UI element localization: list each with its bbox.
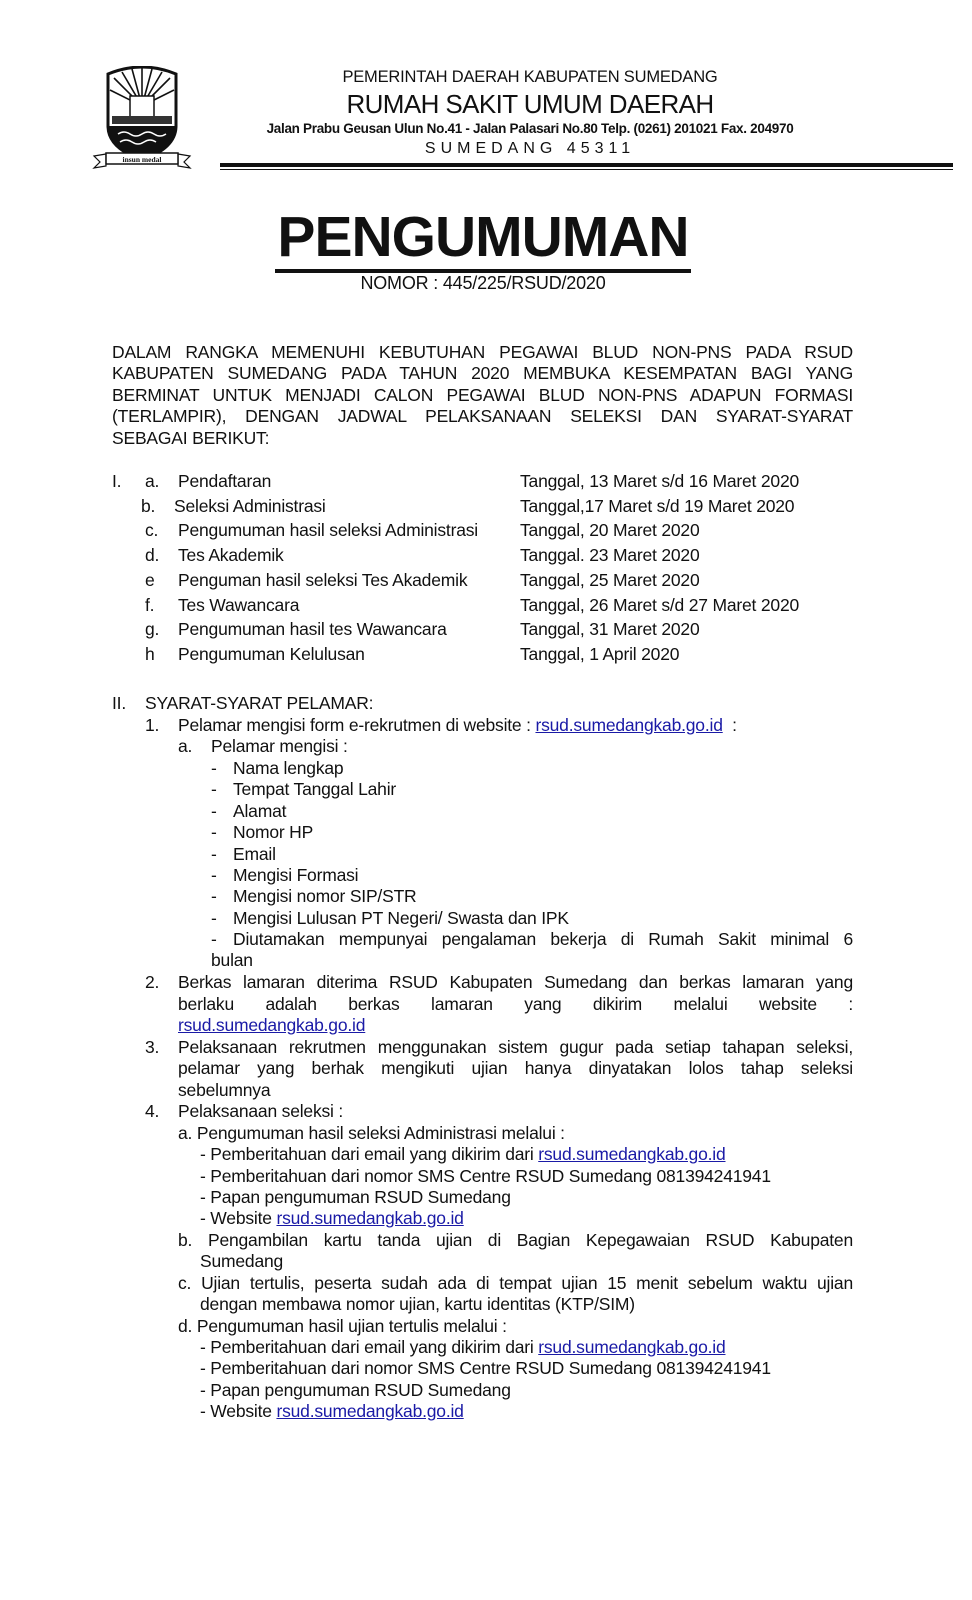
letterhead-rule-thick [220, 163, 953, 167]
form-field-item: Tempat Tanggal Lahir [233, 779, 397, 800]
schedule-date: Tanggal, 25 Maret 2020 [520, 569, 700, 590]
form-field-item: Email [233, 843, 276, 864]
schedule-activity: Pengumuman hasil seleksi Administrasi [178, 520, 478, 541]
intro-line: DALAM RANGKA MEMENUHI KEBUTUHAN PEGAWAI BLUD NON-PNS PADA RSUD [112, 342, 853, 362]
schedule-letter: d. [145, 545, 160, 566]
notif-email: - Pemberitahuan dari email yang dikirim dari rsud.sumedangkab.go.id [200, 1337, 726, 1357]
schedule-date: Tanggal,17 Maret s/d 19 Maret 2020 [520, 495, 795, 516]
req-4a: a. Pengumuman hasil seleksi Administrasi melalui : [178, 1123, 565, 1143]
intro-line: BERMINAT UNTUK MENJADI CALON PEGAWAI BLUD NON-PNS ADAPUN FORMASI [112, 385, 853, 405]
schedule-letter: b. [141, 495, 156, 516]
form-field-item: Nama lengkap [233, 758, 344, 778]
schedule-activity: Tes Akademik [178, 545, 284, 566]
field-experience: Diutamakan mempunyai pengalaman bekerja di Rumah Sakit minimal 6 [233, 929, 853, 949]
page-title: PENGUMUMAN [0, 206, 966, 268]
document-number: NOMOR : 445/225/RSUD/2020 [360, 273, 606, 293]
req-2-number: 2. [145, 972, 160, 992]
field-dash: - [211, 886, 217, 907]
intro-line: (TERLAMPIR), DENGAN JADWAL PELAKSANAAN SELEKSI DAN SYARAT-SYARAT [112, 406, 853, 426]
req-4c-line: c. Ujian tertulis, peserta sudah ada di tempat ujian 15 menit sebelum waktu ujian [178, 1273, 853, 1293]
form-field-item: Alamat [233, 800, 287, 821]
req-1a-text: Pelamar mengisi : [211, 736, 348, 756]
schedule-letter: g. [145, 619, 160, 640]
website-link[interactable]: rsud.sumedangkab.go.id [178, 1015, 366, 1035]
field-dash: - [211, 907, 217, 928]
notif-sms: - Pemberitahuan dari nomor SMS Centre RSUD Sumedang 081394241941 [200, 1358, 771, 1378]
schedule-activity: Seleksi Administrasi [174, 495, 326, 516]
section-1-number: I. [112, 471, 122, 491]
req-1-number: 1. [145, 715, 160, 735]
notif-sms: - Pemberitahuan dari nomor SMS Centre RSUD Sumedang 081394241941 [200, 1166, 771, 1186]
schedule-letter: h [145, 643, 155, 664]
logo-motto: insun medal [122, 155, 162, 164]
intro-line: SEBAGAI BERIKUT: [112, 428, 270, 448]
schedule-date: Tanggal, 26 Maret s/d 27 Maret 2020 [520, 594, 800, 615]
field-dash: - [211, 800, 217, 821]
req-1a-letter: a. [178, 736, 193, 756]
notif-email: - Pemberitahuan dari email yang dikirim dari rsud.sumedangkab.go.id [200, 1144, 726, 1164]
req-4d: d. Pengumuman hasil ujian tertulis melalui : [178, 1316, 507, 1336]
form-field-item: Mengisi nomor SIP/STR [233, 886, 417, 907]
section-2-number: II. [112, 693, 126, 713]
req-4-text: Pelaksanaan seleksi : [178, 1101, 344, 1121]
website-link[interactable]: rsud.sumedangkab.go.id [538, 1144, 726, 1164]
field-experience-cont: bulan [211, 950, 253, 970]
schedule-activity: Pendaftaran [178, 471, 272, 491]
sumedang-coat-of-arms-logo [92, 66, 192, 170]
schedule-activity: Tes Wawancara [178, 594, 300, 615]
schedule-date: Tanggal, 1 April 2020 [520, 643, 680, 664]
website-link[interactable]: rsud.sumedangkab.go.id [276, 1208, 464, 1228]
form-field-item: Mengisi Lulusan PT Negeri/ Swasta dan IPK [233, 907, 569, 928]
req-1-text: Pelamar mengisi form e-rekrutmen di website : rsud.sumedangkab.go.id : [178, 715, 737, 735]
req-4c-line: dengan membawa nomor ujian, kartu identitas (KTP/SIM) [200, 1294, 635, 1314]
schedule-letter: f. [145, 594, 155, 615]
schedule-date: Tanggal, 13 Maret s/d 16 Maret 2020 [520, 471, 800, 491]
field-dash: - [211, 929, 217, 949]
letterhead-rule-thin [220, 169, 953, 170]
schedule-letter: c. [145, 520, 159, 541]
field-dash: - [211, 865, 217, 885]
req-4-number: 4. [145, 1101, 160, 1121]
req-4b-line: Sumedang [200, 1251, 284, 1271]
website-link[interactable]: rsud.sumedangkab.go.id [276, 1401, 464, 1421]
schedule-activity: Pengumuman Kelulusan [178, 643, 365, 664]
notif-website: - Website rsud.sumedangkab.go.id [200, 1208, 464, 1228]
website-link[interactable]: rsud.sumedangkab.go.id [535, 715, 723, 735]
schedule-date: Tanggal, 31 Maret 2020 [520, 619, 700, 640]
field-dash: - [211, 843, 217, 864]
notif-website: - Website rsud.sumedangkab.go.id [200, 1401, 464, 1421]
schedule-activity: Penguman hasil seleksi Tes Akademik [178, 569, 468, 590]
schedule-letter: a. [145, 471, 160, 491]
field-dash: - [211, 758, 217, 778]
field-dash: - [211, 822, 217, 843]
letterhead-city: SUMEDANG 45311 [424, 140, 636, 157]
req-3-line: Pelaksanaan rekrutmen menggunakan sistem gugur pada setiap tahapan seleksi, [178, 1037, 853, 1057]
notif-board: - Papan pengumuman RSUD Sumedang [200, 1187, 511, 1207]
letterhead-government: PEMERINTAH DAERAH KABUPATEN SUMEDANG [342, 68, 718, 86]
section-2-heading: SYARAT-SYARAT PELAMAR: [145, 693, 374, 713]
form-field-item: Nomor HP [233, 822, 314, 843]
letterhead-hospital-name: RUMAH SAKIT UMUM DAERAH [346, 89, 714, 119]
website-link[interactable]: rsud.sumedangkab.go.id [538, 1337, 726, 1357]
schedule-date: Tanggal, 20 Maret 2020 [520, 520, 700, 541]
req-4b-line: b. Pengambilan kartu tanda ujian di Bagian Kepegawaian RSUD Kabupaten [178, 1230, 853, 1250]
notif-board: - Papan pengumuman RSUD Sumedang [200, 1380, 511, 1400]
schedule-letter: e [145, 569, 155, 590]
intro-line: KABUPATEN SUMEDANG PADA TAHUN 2020 MEMBUKA KESEMPATAN BAGI YANG [112, 363, 853, 383]
field-dash: - [211, 779, 217, 800]
req-3-line: sebelumnya [178, 1080, 271, 1100]
letterhead-address: Jalan Prabu Geusan Ulun No.41 - Jalan Palasari No.80 Telp. (0261) 201021 Fax. 204970 [266, 121, 794, 136]
req-3-number: 3. [145, 1037, 160, 1057]
schedule-date: Tanggal. 23 Maret 2020 [520, 545, 700, 566]
schedule-activity: Pengumuman hasil tes Wawancara [178, 619, 447, 640]
req-3-line: pelamar yang berhak mengikuti ujian hanya dinyatakan lolos tahap seleksi [178, 1058, 853, 1078]
req-2-line: Berkas lamaran diterima RSUD Kabupaten Sumedang dan berkas lamaran yang [178, 972, 853, 992]
req-2-line: berlaku adalah berkas lamaran yang dikirim melalui website : [178, 994, 853, 1014]
form-field-item: Mengisi Formasi [233, 865, 359, 885]
